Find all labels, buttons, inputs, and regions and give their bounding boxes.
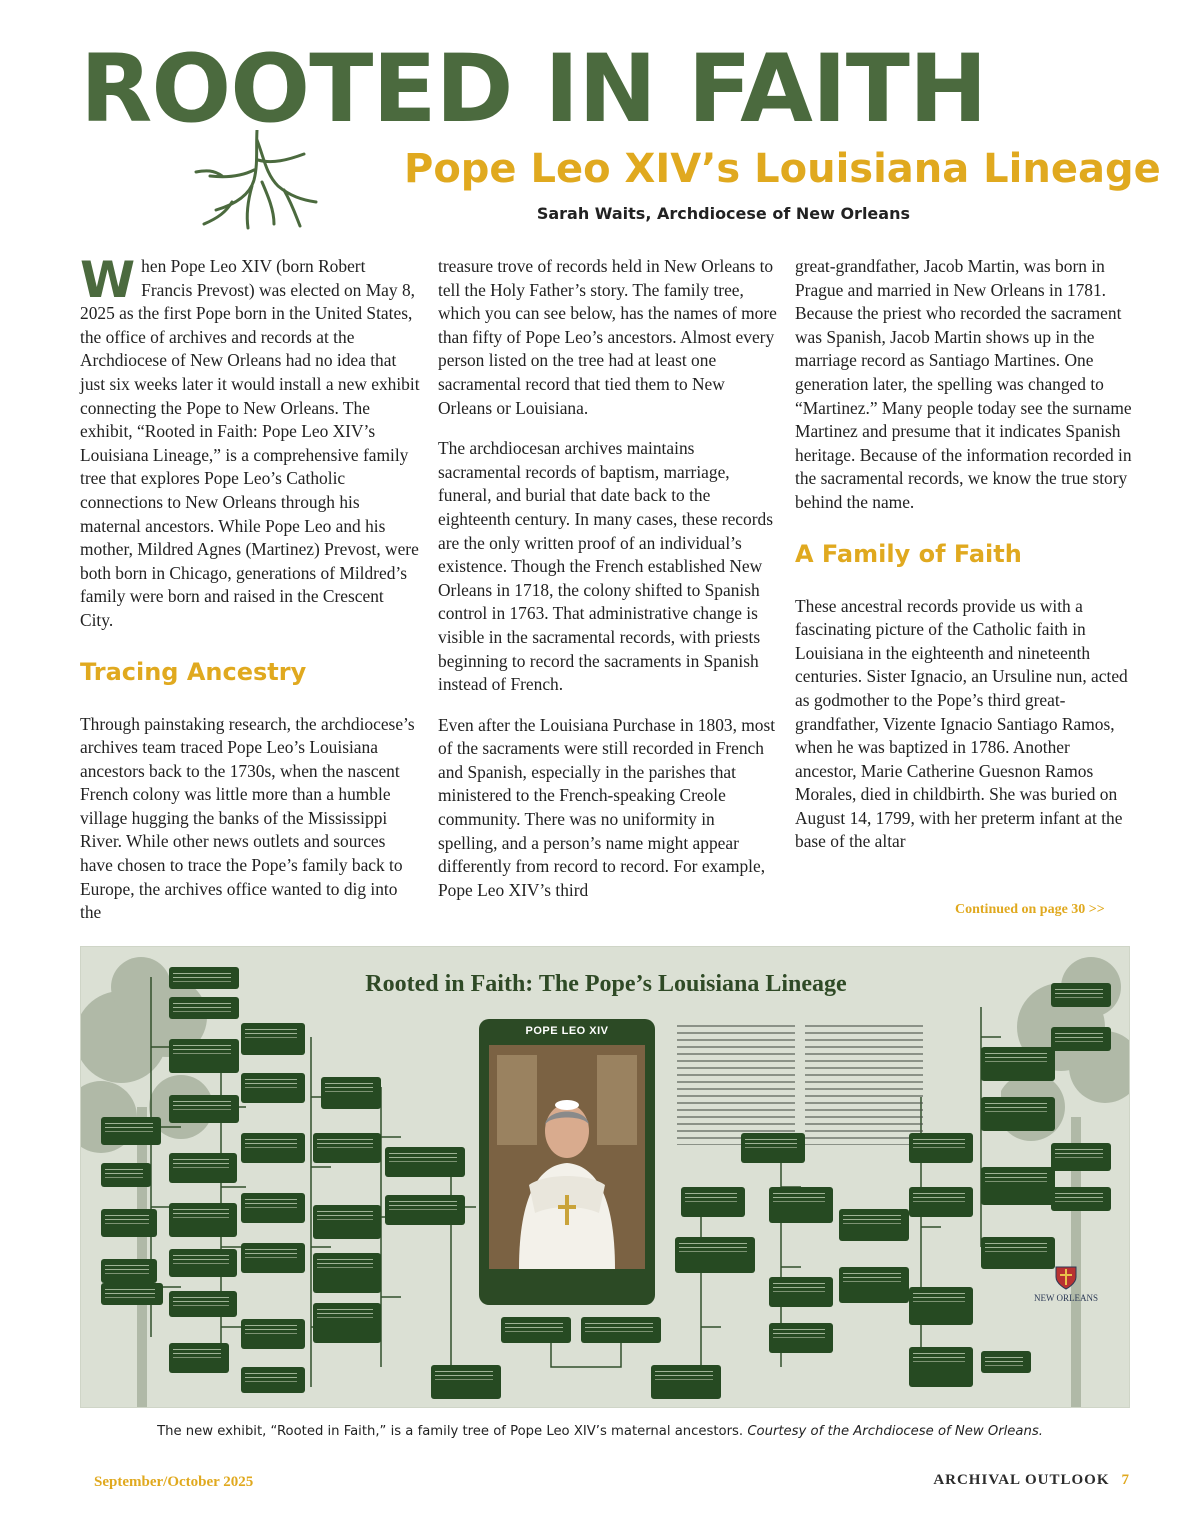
tree-name-box [1051, 1187, 1111, 1211]
tree-name-box [431, 1365, 501, 1399]
pope-portrait [489, 1045, 645, 1269]
tree-name-box [385, 1195, 465, 1225]
tree-name-box [169, 1249, 237, 1277]
tree-name-box [741, 1133, 805, 1163]
tree-name-box [101, 1117, 161, 1145]
article-column-2 [438, 255, 778, 902]
publication-footer [933, 1472, 1130, 1489]
tree-name-box [169, 1343, 229, 1373]
tree-name-box [169, 1153, 237, 1183]
tree-name-box [769, 1323, 833, 1353]
tree-name-box [169, 1039, 239, 1073]
paragraph: These ancestral records provide us with a fascinating picture of the Catholic faith in Louisiana in the eighteenth and nineteenth centuries. Sister Ignacio, an Ursuline nun, acted as godmother to the Pope’s third great-grandfather, Vizente Ignacio Santiago Ramos, when he was baptized in 1786. Another ancestor, Marie Catherine Guesnon Ramos Morales, died in childbirth. She was buried on August 14, 1799, with her preterm infant at the base of the altar [795, 595, 1128, 852]
paragraph: Even after the Louisiana Purchase in 1803, most of the sacraments were still recorded in French and Spanish, especially in the parishes that ministered to the French-speaking Creole community. There was no uniformity in spelling, and a person’s name might appear differently from record to record. For example, Pope Leo XIV’s third [438, 714, 776, 900]
tree-name-box [681, 1187, 745, 1217]
tree-name-box [981, 1351, 1031, 1373]
tree-name-box [675, 1237, 755, 1273]
tree-name-box [101, 1259, 157, 1283]
tree-name-box [241, 1319, 305, 1349]
tree-name-box [1051, 1143, 1111, 1171]
issue-date: September/October 2025 [94, 1474, 254, 1490]
tree-name-box [101, 1163, 151, 1187]
section-heading-tracing-ancestry: Tracing Ancestry [80, 657, 307, 686]
publication-name: ARCHIVAL OUTLOOK [933, 1472, 1110, 1488]
article-title: ROOTED IN FAITH [80, 35, 987, 144]
tree-name-box [1051, 1027, 1111, 1051]
roots-illustration [192, 130, 322, 230]
tree-name-box [241, 1023, 305, 1055]
tree-name-box [385, 1147, 465, 1177]
tree-name-box [241, 1073, 305, 1103]
tree-name-box [909, 1287, 973, 1325]
continued-link[interactable]: Continued on page 30 >> [955, 902, 1105, 917]
paragraph [80, 251, 420, 633]
tree-name-box [313, 1205, 381, 1239]
archdiocese-logo [1026, 1263, 1106, 1303]
portrait-label: POPE LEO XIV [525, 1025, 609, 1037]
logo-text: NEW ORLEANS [1033, 1293, 1099, 1303]
tree-name-box [313, 1303, 381, 1343]
section-heading-family-of-faith: A Family of Faith [795, 539, 1022, 568]
tree-name-box [581, 1317, 661, 1343]
tree-name-box [169, 967, 239, 989]
tree-name-box [909, 1347, 973, 1387]
tree-name-box [981, 1167, 1055, 1205]
article-column-3 [795, 255, 1135, 854]
figure-title: Rooted in Faith: The Pope’s Louisiana Lineage [365, 971, 847, 997]
tree-name-box [321, 1077, 381, 1109]
figure-text-block [677, 1025, 795, 1145]
tree-name-box [101, 1209, 157, 1237]
tree-name-box [501, 1317, 571, 1343]
paragraph: The archdiocesan archives maintains sacramental records of baptism, marriage, funeral, and burial that date back to the eighteenth century. In many cases, these records are the only written proof of an individual’s existence. Though the French established New Orleans in 1718, the colony shifted to Spanish control in 1763. That administrative change is visible in the sacramental records, with priests beginning to record the sacraments in Spanish instead of French. [438, 438, 773, 695]
tree-name-box [169, 1095, 239, 1123]
tree-name-box [769, 1277, 833, 1307]
paragraph: great-grandfather, Jacob Martin, was born in Prague and married in New Orleans in 1781. Because the priest who recorded the sacrament was Spanish, Jacob Martin shows up in the marriage record as Santiago Martines. One generation later, the spelling was changed to “Martinez.” Many people today see the surname Martinez and presume that it indicates Spanish heritage. Because of the information recorded in the sacramental records, we know the true story behind the name. [795, 256, 1132, 512]
page-number: 7 [1121, 1472, 1130, 1488]
paragraph: Through painstaking research, the archdiocese’s archives team traced Pope Leo’s Louisiana ancestors back to the 1730s, when the nascent French colony was little more than a humble village hugging the banks of the Mississippi River. While other news outlets and sources have chosen to trace the Pope’s family back to Europe, the archives office wanted to dig into the [80, 713, 415, 923]
tree-name-box [241, 1367, 305, 1393]
paragraph: treasure trove of records held in New Orleans to tell the Holy Father’s story. The family tree, which you can see below, has the names of more than fifty of Pope Leo’s ancestors. Almost every person listed on the tree had at least one sacramental record that tied them to New Orleans or Louisiana. [438, 256, 777, 418]
tree-name-box [241, 1193, 305, 1223]
tree-name-box [981, 1097, 1055, 1131]
tree-name-box [651, 1365, 721, 1399]
tree-name-box [839, 1209, 909, 1241]
tree-name-box [101, 1283, 163, 1305]
tree-name-box [769, 1187, 833, 1223]
drop-cap: W [80, 251, 136, 309]
pope-portrait-frame [479, 1019, 655, 1305]
caption-credit: Courtesy of the Archdiocese of New Orleans. [747, 1424, 1043, 1439]
tree-name-box [169, 1203, 237, 1237]
pope-figure-icon [489, 1045, 645, 1269]
tree-name-box [909, 1187, 973, 1217]
article-column-1 [80, 251, 420, 925]
family-tree-photo [80, 946, 1130, 1408]
paragraph-text: hen Pope Leo XIV (born Robert Francis Prevost) was elected on May 8, 2025 as the first Pope born in the United States, the office of archives and records at the Archdiocese of New Orleans had no idea that just six weeks later it would install a new exhibit connecting the Pope to New Orleans. The exhibit, “Rooted in Faith: Pope Leo XIV’s Louisiana Lineage,” is a comprehensive family tree that explores Pope Leo’s Catholic connections to New Orleans through his maternal ancestors. While Pope Leo and his mother, Mildred Agnes (Martinez) Prevost, were both born in Chicago, generations of Mildred’s family were born and raised in the Crescent City. [80, 256, 420, 630]
caption-text: The new exhibit, “Rooted in Faith,” is a family tree of Pope Leo XIV’s maternal ancestors. [157, 1424, 744, 1439]
tree-name-box [169, 997, 239, 1019]
byline: Sarah Waits, Archdiocese of New Orleans [536, 204, 910, 223]
tree-name-box [241, 1133, 305, 1163]
tree-name-box [169, 1291, 237, 1317]
tree-name-box [909, 1133, 973, 1163]
tree-name-box [981, 1047, 1055, 1081]
figure-text-block [805, 1025, 923, 1145]
coat-of-arms-icon [1054, 1263, 1078, 1291]
tree-name-box [839, 1267, 909, 1303]
tree-name-box [1051, 983, 1111, 1007]
article-subtitle: Pope Leo XIV’s Louisiana Lineage [404, 146, 1161, 192]
tree-name-box [313, 1253, 381, 1293]
figure-caption [0, 1424, 1200, 1439]
tree-name-box [241, 1243, 305, 1273]
tree-name-box [313, 1133, 381, 1163]
masthead [80, 35, 1161, 192]
